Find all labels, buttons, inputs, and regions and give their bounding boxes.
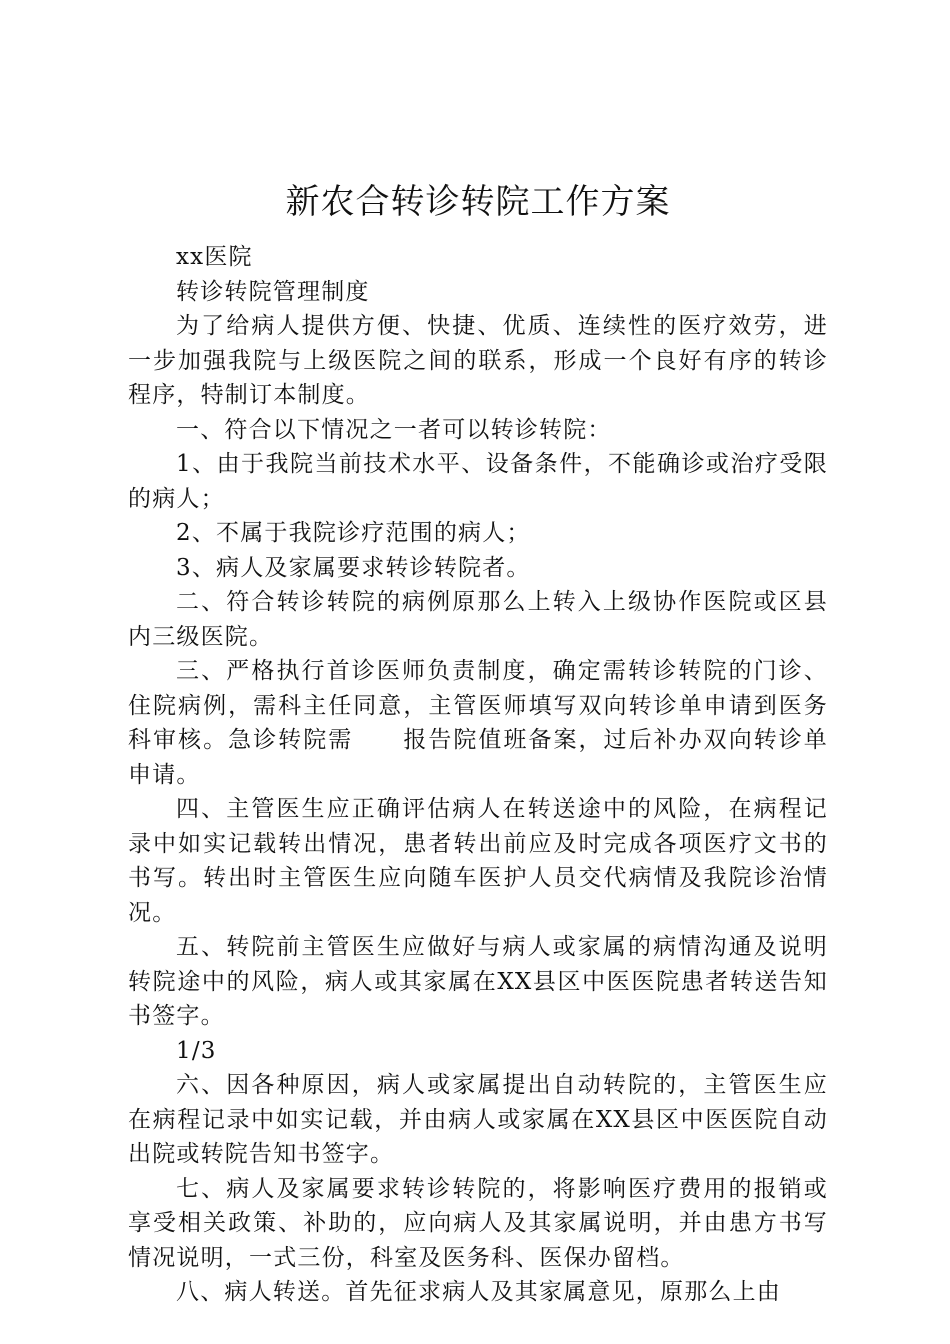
section-2: 二、符合转诊转院的病例原那么上转入上级协作医院或区县内三级医院。 <box>128 589 828 650</box>
list-item-1: 1、由于我院当前技术水平、设备条件，不能确诊或治疗受限的病人； <box>128 451 828 512</box>
section-6: 六、因各种原因，病人或家属提出自动转院的，主管医生应在病程记录中如实记载，并由病人或家属在XX县区中医医院自动出院或转院告知书签字。 <box>128 1072 828 1167</box>
paragraph-intro: 为了给病人提供方便、快捷、优质、连续性的医疗效劳，进一步加强我院与上级医院之间的联系，形成一个良好有序的转诊程序，特制订本制度。 <box>128 313 828 408</box>
section-7: 七、病人及家属要求转诊转院的，将影响医疗费用的报销或享受相关政策、补助的，应向病人及其家属说明，并由患方书写情况说明，一式三份，科室及医务科、医保办留档。 <box>128 1175 828 1271</box>
section-4: 四、主管医生应正确评估病人在转送途中的风险，在病程记录中如实记载转出情况，患者转出前应及时完成各项医疗文书的书写。转出时主管医生应向随车医护人员交代病情及我院诊治情况。 <box>128 796 828 926</box>
document-title: 新农合转诊转院工作方案 <box>285 182 671 222</box>
hospital-name: xx医院 <box>176 244 253 270</box>
list-item-3: 3、病人及家属要求转诊转院者。 <box>176 554 531 581</box>
section-heading-1: 一、符合以下情况之一者可以转诊转院： <box>176 416 612 443</box>
regulation-title: 转诊转院管理制度 <box>176 278 370 305</box>
section-8: 八、病人转送。首先征求病人及其家属意见，原那么上由 <box>176 1279 781 1305</box>
section-5: 五、转院前主管医生应做好与病人或家属的病情沟通及说明转院途中的风险，病人或其家属在XX县区中医医院患者转送告知书签字。 <box>128 934 828 1029</box>
section-3: 三、严格执行首诊医师负责制度，确定需转诊转院的门诊、住院病例，需科主任同意，主管医师填写双向转诊单申请到医务科审核。急诊转院需 报告院值班备案，过后补办双向转诊单申请。 <box>128 658 828 788</box>
list-item-2: 2、不属于我院诊疗范围的病人； <box>176 520 531 546</box>
page-number: 1/3 <box>176 1037 217 1064</box>
